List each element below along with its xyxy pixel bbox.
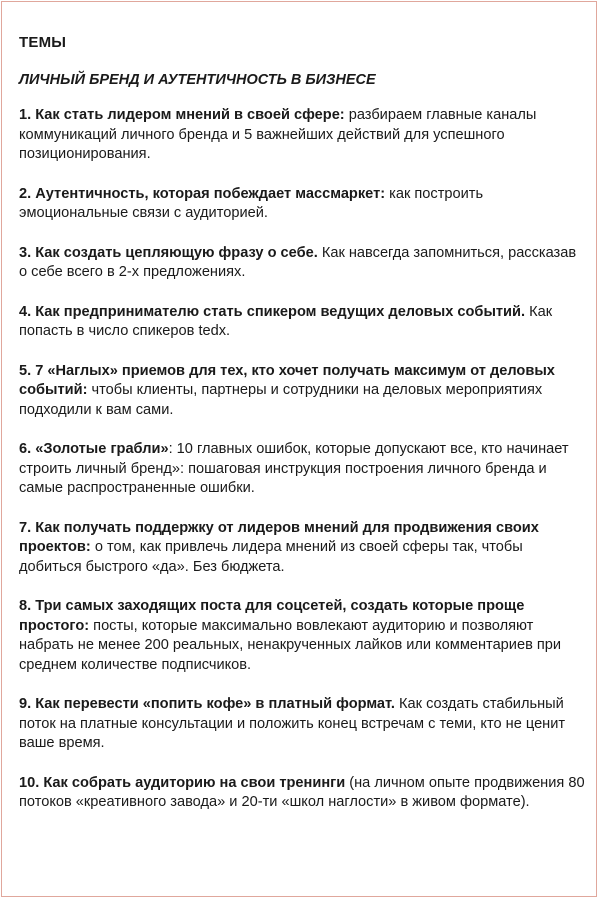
topic-item-1 — [19, 106, 585, 165]
topic-title: 4. Как предпринимателю стать спикером ведущих деловых событий. — [19, 303, 526, 320]
topic-description: : 10 главных ошибок, которые допускают все, кто начинает строить личный бренд»: пошаговая инструкция построения личного бренда и самые распространенные ошибки. — [19, 441, 569, 496]
topic-item-2 — [19, 185, 585, 224]
topic-description: Как создать стабильный поток на платные консультации и положить конец встречам с теми, кто не ценит ваше время. — [19, 696, 566, 751]
topic-description: посты, которые максимально вовлекают аудиторию и позволяют набрать не менее 200 реальных, ненакрученных лайков или комментариев при среднем количестве подписчиков. — [19, 617, 562, 673]
topic-description: Как навсегда запомниться, рассказав о себе всего в 2-х предложениях. — [19, 244, 577, 280]
topic-title: 9. Как перевести «попить кофе» в платный формат. — [19, 696, 395, 712]
topic-item-6 — [19, 440, 585, 499]
section-subheading: ЛИЧНЫЙ БРЕНД И АУТЕНТИЧНОСТЬ В БИЗНЕСЕ — [19, 72, 376, 88]
topic-title: 2. Аутентичность, которая побеждает массмаркет: — [19, 185, 386, 202]
topic-description: как построить эмоциональные связи с аудиторией. — [19, 185, 484, 221]
topic-title: 3. Как создать цепляющую фразу о себе. — [19, 244, 318, 261]
topic-title: 6. «Золотые грабли» — [19, 441, 169, 457]
topic-item-7 — [19, 519, 585, 578]
topic-title: 7. Как получать поддержку от лидеров мнений для продвижения своих проектов: — [19, 519, 539, 555]
topic-description: Как попасть в число спикеров tedx. — [19, 303, 553, 339]
topic-title: 1. Как стать лидером мнений в своей сфере: — [19, 107, 345, 123]
topic-item-3 — [19, 244, 585, 283]
topic-item-5 — [19, 362, 585, 421]
topic-title: 5. 7 «Наглых» приемов для тех, кто хочет получать максимум от деловых событий: — [19, 362, 555, 398]
topic-description: чтобы клиенты, партнеры и сотрудники на деловых мероприятиях подходили к вам сами. — [19, 382, 543, 418]
topic-title: 8. Три самых заходящих поста для соцсетей, создать которые проще простого: — [19, 598, 525, 634]
topic-description: разбираем главные каналы коммуникаций личного бренда и 5 важнейших действий для успешного позиционирования. — [19, 107, 537, 162]
topic-item-10 — [19, 774, 585, 813]
topic-item-9 — [19, 695, 585, 754]
topic-item-8 — [19, 597, 585, 675]
topic-description: (на личном опыте продвижения 80 потоков «креативного завода» и 20-ти «школ наглости» в живом формате). — [19, 774, 585, 810]
topic-description: о том, как привлечь лидера мнений из своей сферы так, чтобы добиться быстрого «да». Без бюджета. — [19, 539, 523, 575]
section-heading: ТЕМЫ — [19, 34, 67, 51]
topic-item-4 — [19, 303, 585, 342]
document-body — [19, 34, 585, 833]
topic-title: 10. Как собрать аудиторию на свои тренинги — [19, 774, 346, 791]
